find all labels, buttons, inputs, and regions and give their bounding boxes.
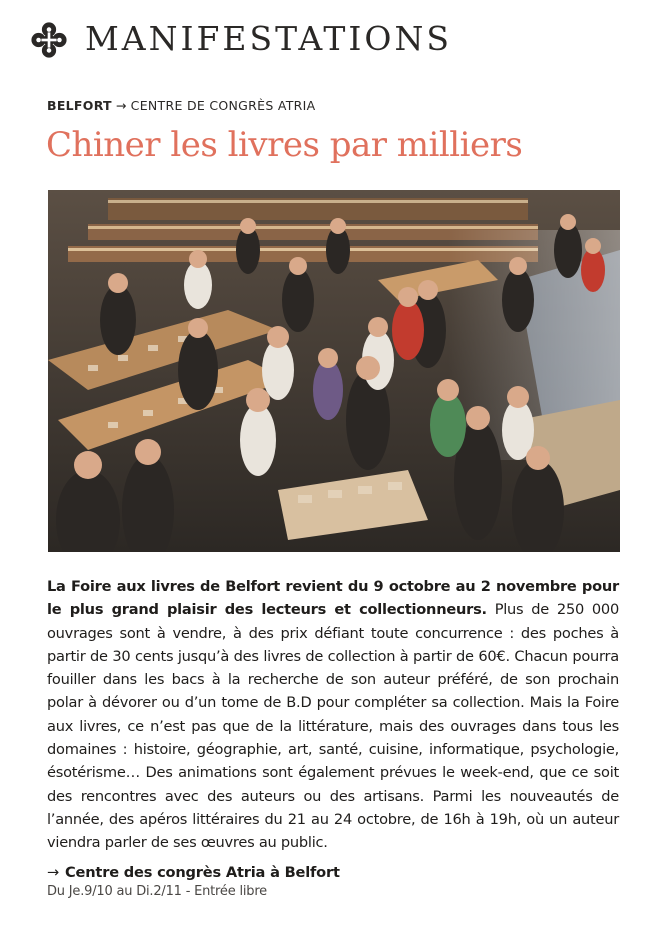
kicker-venue: CENTRE DE CONGRÈS ATRIA (130, 98, 316, 113)
quatrefoil-ornament-icon (30, 21, 68, 59)
article-body (47, 575, 619, 855)
article-photo (48, 190, 620, 552)
venue-name: Centre des congrès Atria à Belfort (65, 864, 340, 881)
venue-arrow: → (47, 864, 60, 881)
section-header (30, 18, 630, 60)
article-kicker (47, 98, 315, 114)
article-lead: La Foire aux livres de Belfort revient du 9 octobre au 2 novembre pour le plus grand plaisir des lecteurs et collectionneurs. (47, 578, 619, 619)
article-headline: Chiner les livres par milliers (46, 125, 523, 165)
kicker-arrow: → (115, 98, 127, 113)
article-body-text: Plus de 250 000 ouvrages sont à vendre, à des prix défiant toute concurrence : des poches à partir de 30 cents jusqu’à des livres de collection à partir de 60€. Chacun pourra fouiller dans les bacs à la recherche de son auteur préféré, de son prochain polar à dévorer ou d’un tome de B.D pour compléter sa collection. Mais la Foire aux livres, ce n’est pas que de la littérature, mais des ouvrages dans tous les domaines : histoire, géographie, art, santé, cuisine, informatique, psychologie, ésotérisme… Des animations sont également prévues le week-end, que ce soit des rencontres avec des auteurs ou des artisans. Parmi les nouveautés de l’année, des apéros littéraires du 21 au 24 octobre, de 16h à 19h, où un auteur viendra parler de ses œuvres au public. (47, 601, 619, 852)
event-dates: Du Je.9/10 au Di.2/11 - Entrée libre (47, 884, 267, 899)
section-title: MANIFESTATIONS (85, 19, 452, 58)
event-venue (47, 863, 340, 883)
photo-book-fair-crowd (48, 190, 620, 552)
kicker-city: BELFORT (47, 98, 112, 113)
